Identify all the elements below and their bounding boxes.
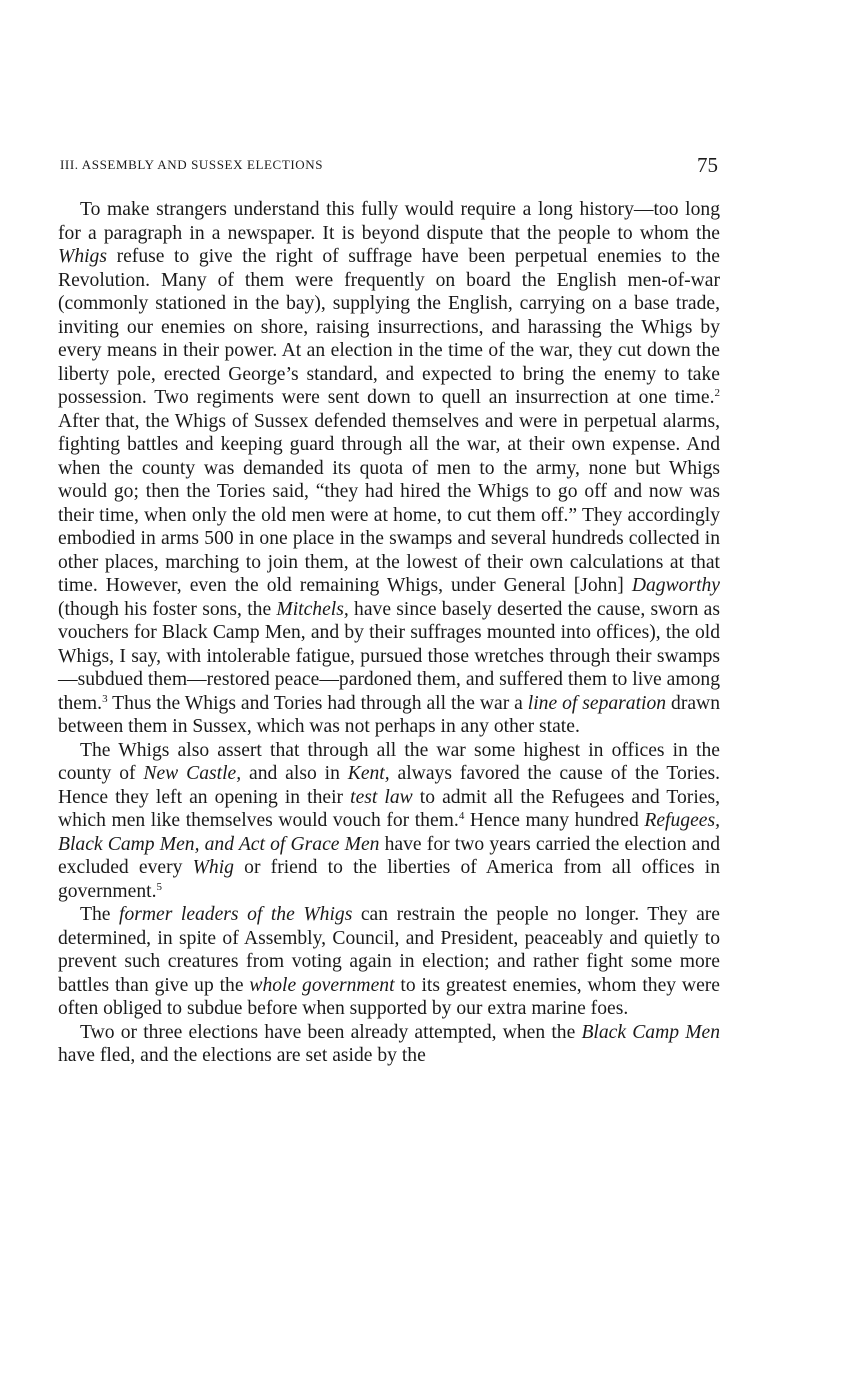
text-run: The Whigs also assert that through all the war some highest in offices in the county of <box>58 739 720 784</box>
text-run: The <box>80 904 119 925</box>
italic-text: Black Camp Men <box>581 1021 721 1043</box>
text-run: have fled, and the elections are set aside by the <box>58 1045 426 1066</box>
italic-text: Refugees, Black Camp Men, and Act of Grace Men <box>58 810 720 855</box>
footnote-marker: 3 <box>102 692 108 705</box>
footnote-marker: 5 <box>156 880 162 893</box>
italic-text: whole government <box>249 974 395 996</box>
text-run: and also in <box>241 763 348 784</box>
text-run: To make strangers understand this fully would require a long history—too long for a paragraph in a newspaper. It is beyond dispute that the people to whom the <box>58 199 720 244</box>
text-run: always favored the cause of the Tories. Hence they left an opening in their <box>58 763 721 808</box>
book-page <box>58 0 720 1379</box>
italic-text: Dagworthy <box>631 575 720 596</box>
text-run: have for two years carried the election and excluded every <box>58 833 720 878</box>
text-run: refuse to give the right of suffrage have been perpetual enemies to the Revolution. Many of them were frequently on board the English men-of-war (commonly stationed in the bay), supplying the English, carrying on a base trade, inviting our enemies on shore, raising insurrections, and harassing the Whigs by every means in their power. At an election in the time of the war, they cut down the liberty pole, erected George’s standard, and expected to bring the enemy to take possession. Two regiments were sent down to quell an insurrection at one time. <box>58 246 720 408</box>
paragraph <box>58 903 720 1021</box>
italic-text: line of separation <box>527 692 667 714</box>
text-run: Two or three elections have been already attempted, when the <box>80 1021 582 1043</box>
running-head-title: III. ASSEMBLY AND SUSSEX ELECTIONS <box>60 157 324 172</box>
text-run: have since basely deserted the cause, sworn as vouchers for Black Camp Men, and by their suffrages mounted into offices), the old Whigs, I say, with intolerable fatigue, pursued those wretches through their swamps—subdued them—restored peace—pardoned them, and suffered them to live among them. <box>58 598 720 714</box>
text-run: to admit all the Refugees and Tories, which men like themselves would vouch for them. <box>58 786 720 831</box>
page-number: 75 <box>697 153 718 177</box>
text-run: or friend to the liberties of America from all offices in government. <box>58 857 720 902</box>
italic-text: Mitchels, <box>276 598 349 620</box>
text-run: can restrain the people no longer. They are determined, in spite of Assembly, Council, and President, peaceably and quietly to prevent such creatures from voting again in election; and rather fight some more battles than give up the <box>58 904 720 996</box>
text-run: drawn between them in Sussex, which was not perhaps in any other state. <box>58 692 720 737</box>
paragraph <box>58 198 720 739</box>
italic-text: Whigs <box>58 246 107 267</box>
italic-text: former leaders of the Whigs <box>119 904 353 925</box>
text-run: (though his foster sons, the <box>58 598 277 620</box>
paragraph <box>58 739 720 904</box>
text-run: After that, the Whigs of Sussex defended themselves and were in perpetual alarms, fighting battles and keeping guard through all the war, at their own expense. And when the county was demanded its quota of men to the army, none but Whigs would go; then the Tories said, “they had hired the Whigs to go off and now was their time, when only the old men were at home, to cut them off.” They accordingly embodied in arms 500 in one place in the swamps and several hundreds collected in other places, marching to join them, at the lowest of their own calculations at that time. However, even the old remaining Whigs, under General [John] <box>58 410 720 596</box>
text-run: Hence many hundred <box>464 810 645 831</box>
paragraph <box>58 1021 720 1068</box>
italic-text: New Castle, <box>143 763 242 784</box>
body-text <box>58 198 720 1068</box>
footnote-marker: 4 <box>458 810 465 822</box>
italic-text: Whig <box>192 857 234 878</box>
text-run: to its greatest enemies, whom they were often obliged to subdue before when supported by our extra marine foes. <box>58 974 721 1019</box>
italic-text: test law <box>350 786 413 808</box>
footnote-marker: 2 <box>714 387 720 399</box>
running-head <box>58 155 720 179</box>
italic-text: Kent, <box>347 763 390 784</box>
text-run: Thus the Whigs and Tories had through all the war a <box>107 692 528 714</box>
